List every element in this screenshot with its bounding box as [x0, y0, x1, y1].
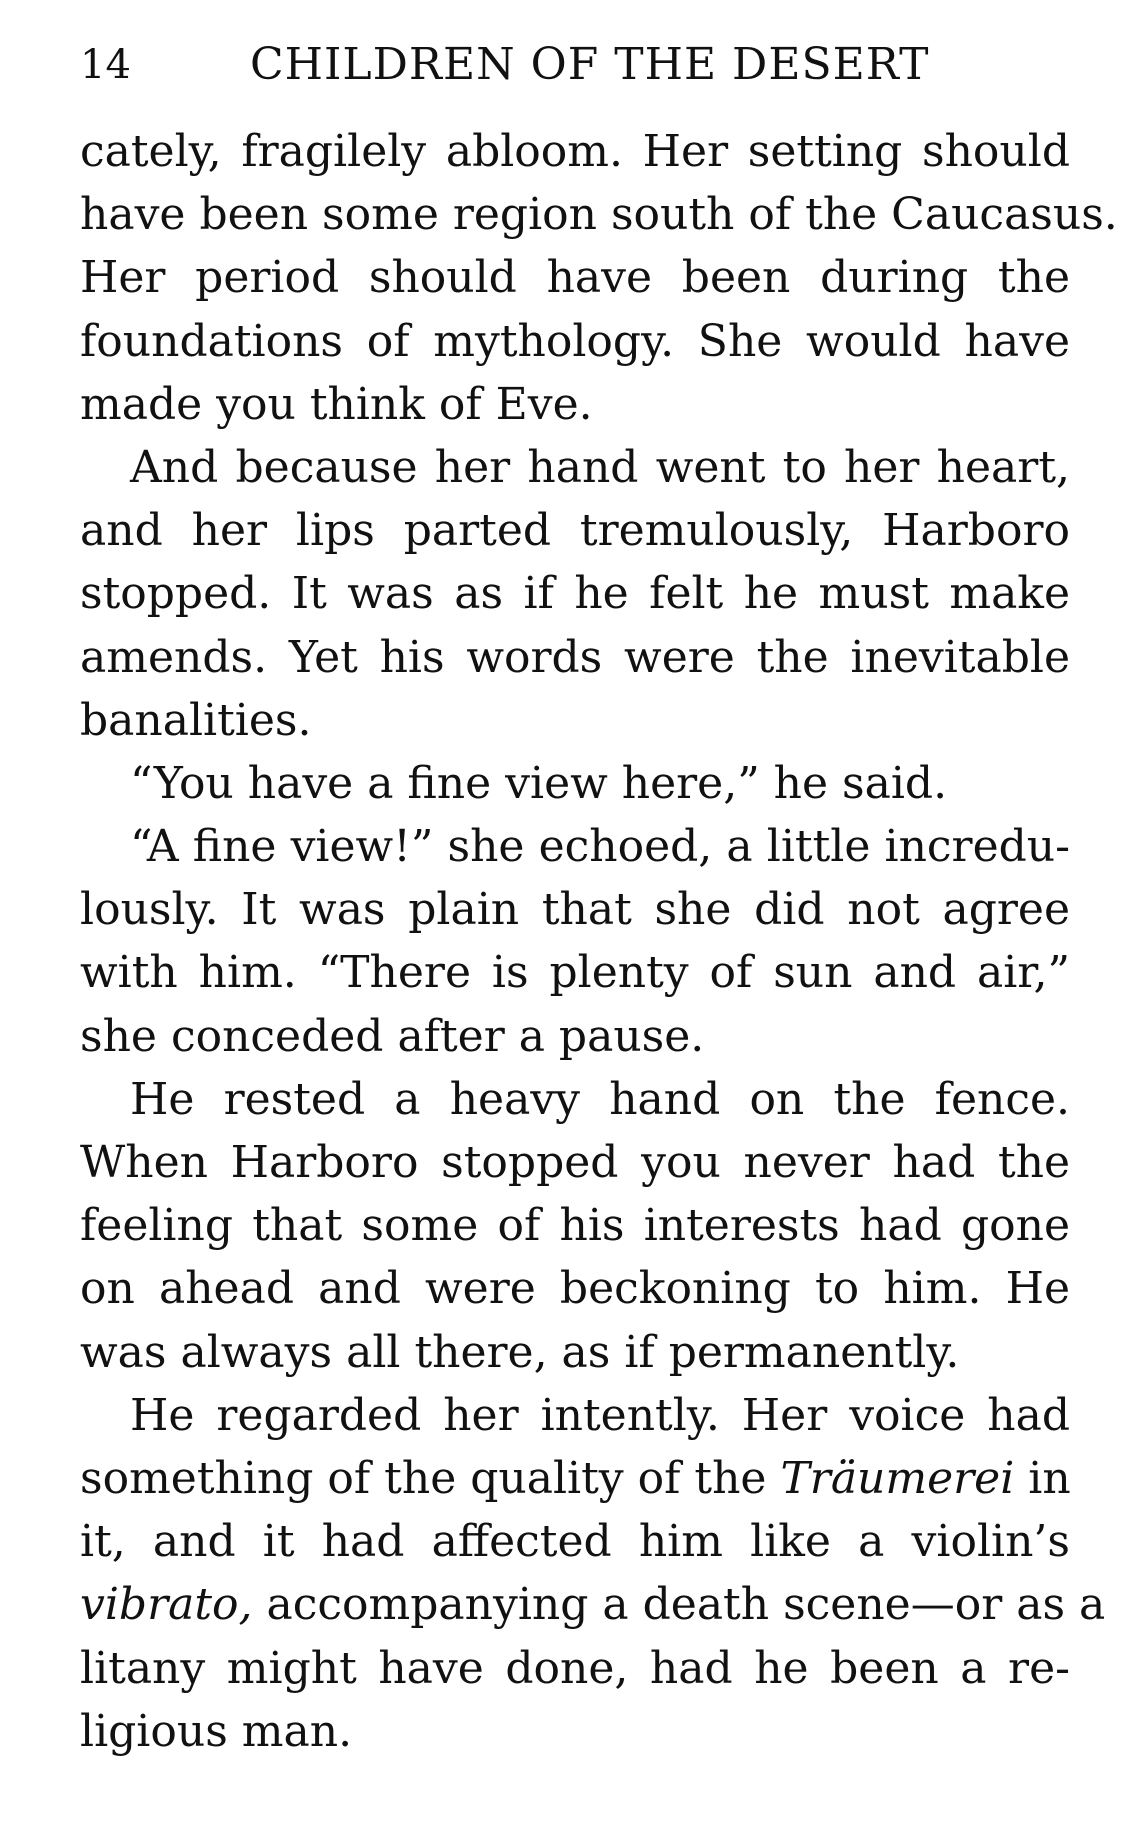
text-line: amends. Yet his words were the inevitable	[80, 631, 1070, 683]
text-line	[80, 1447, 1070, 1510]
text-line: And because her hand went to her heart,	[130, 441, 1070, 493]
text-line: with him. “There is plenty of sun and air,”	[80, 947, 1070, 999]
text-line: “A fine view!” she echoed, a little incredu-	[130, 821, 1070, 873]
text-line: have been some region south of the Caucasus.	[80, 189, 1118, 241]
text-line: banalities.	[80, 694, 312, 746]
page-header	[80, 30, 1070, 100]
text-line: was always all there, as if permanently.	[80, 1326, 960, 1378]
text-line: When Harboro stopped you never had the	[80, 1137, 1070, 1188]
text-line: foundations of mythology. She would have	[80, 315, 1070, 367]
text-span: something of the quality of the	[80, 1452, 781, 1504]
text-line: she conceded after a pause.	[80, 1010, 705, 1062]
page-number: 14	[80, 42, 131, 88]
text-line: stopped. It was as if he felt he must make	[80, 568, 1070, 620]
body-text	[80, 120, 1118, 1763]
text-line: made you think of Eve.	[80, 378, 593, 430]
text-line: “You have a fine view here,” he said.	[130, 757, 948, 809]
text-line: it, and it had affected him like a violin’s	[80, 1516, 1070, 1568]
text-line	[80, 1573, 1106, 1636]
text-line: and her lips parted tremulously, Harboro	[80, 505, 1070, 557]
text-span: in	[1014, 1452, 1071, 1504]
italic-term: vibrato,	[80, 1579, 253, 1631]
text-line: He rested a heavy hand on the fence.	[130, 1073, 1070, 1125]
text-line: lously. It was plain that she did not agree	[80, 884, 1070, 936]
italic-title: Träumerei	[780, 1452, 1015, 1504]
text-line: ligious man.	[80, 1705, 353, 1757]
text-line: cately, fragilely abloom. Her setting should	[80, 126, 1070, 177]
text-line: on ahead and were beckoning to him. He	[80, 1263, 1070, 1315]
text-line: Her period should have been during the	[80, 252, 1070, 304]
text-line: litany might have done, had he been a re-	[80, 1642, 1070, 1694]
text-span: accompanying a death scene—or as a	[252, 1579, 1106, 1631]
book-page	[80, 30, 1118, 1763]
running-head: CHILDREN OF THE DESERT	[250, 39, 930, 90]
text-line: He regarded her intently. Her voice had	[130, 1389, 1070, 1441]
text-line: feeling that some of his interests had gone	[80, 1200, 1070, 1252]
